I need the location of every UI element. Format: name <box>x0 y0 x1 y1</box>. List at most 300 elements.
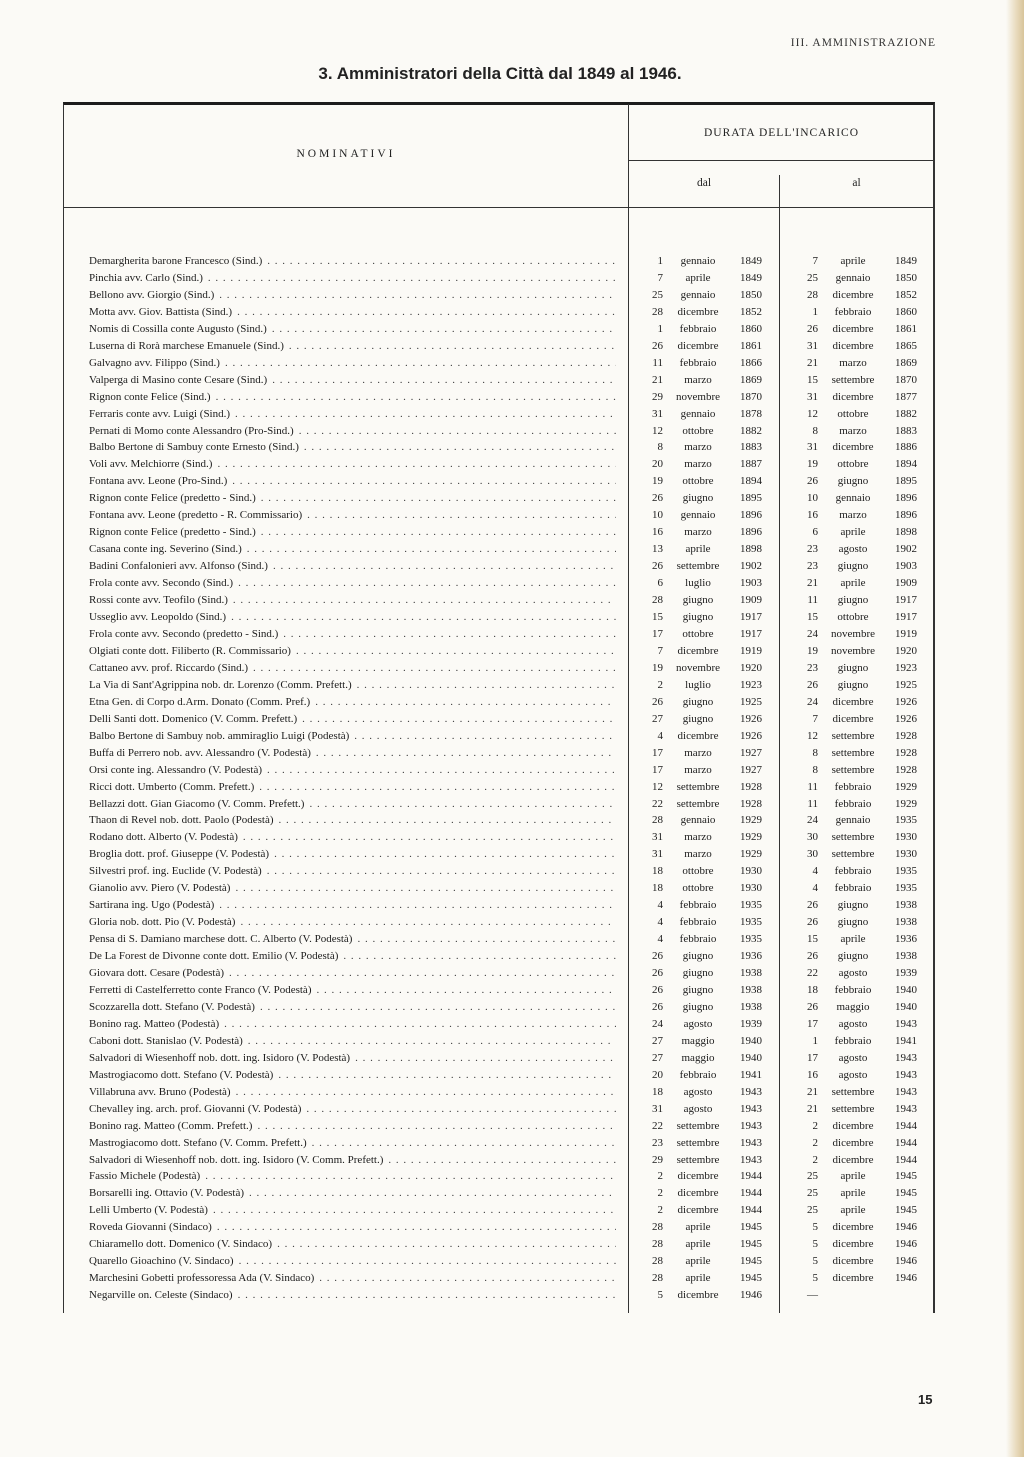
end-year: 1860 <box>895 305 917 318</box>
administrator-name: Gianolio avv. Piero (V. Podestà) . . . <box>89 880 616 897</box>
end-month: gennaio <box>835 492 871 505</box>
table-row <box>0 355 1024 372</box>
table-row <box>0 694 1024 711</box>
end-day: 7 <box>812 712 818 725</box>
table-row <box>0 423 1024 440</box>
end-day: 31 <box>807 390 818 403</box>
start-year: 1849 <box>740 271 762 284</box>
start-year: 1930 <box>740 865 762 878</box>
start-day: 18 <box>652 1085 663 1098</box>
header-al: al <box>852 177 861 189</box>
end-month: dicembre <box>832 1221 874 1234</box>
end-month: agosto <box>838 543 868 556</box>
start-month: dicembre <box>677 1289 719 1302</box>
end-year: 1935 <box>895 865 917 878</box>
start-day: 21 <box>652 373 663 386</box>
table-row <box>0 541 1024 558</box>
end-year: 1943 <box>895 1051 917 1064</box>
end-day: 15 <box>807 373 818 386</box>
start-year: 1939 <box>740 1017 762 1030</box>
end-month: dicembre <box>832 441 874 454</box>
start-year: 1909 <box>740 594 762 607</box>
end-month: dicembre <box>832 1136 874 1149</box>
start-month: febbraio <box>679 916 717 929</box>
start-month: giugno <box>682 611 714 624</box>
administrator-name: Buffa di Perrero nob. avv. Alessandro (V. Podestà) . . . <box>89 745 616 762</box>
table-row <box>0 914 1024 931</box>
start-day: 31 <box>652 831 663 844</box>
end-month: dicembre <box>832 1255 874 1268</box>
table-row <box>0 592 1024 609</box>
start-year: 1887 <box>740 458 762 471</box>
end-year: 1869 <box>895 356 917 369</box>
start-year: 1929 <box>740 814 762 827</box>
administrator-name: Lelli Umberto (V. Podestà) . . . <box>89 1202 616 1219</box>
administrator-name: Giovara dott. Cesare (Podestà) . . . <box>89 965 616 982</box>
end-day: — <box>807 1289 818 1302</box>
start-month: dicembre <box>677 1204 719 1217</box>
table-row <box>0 1050 1024 1067</box>
administrator-name: Badini Confalonieri avv. Alfonso (Sind.) . . . <box>89 558 616 575</box>
end-month: ottobre <box>837 458 869 471</box>
start-day: 26 <box>652 1000 663 1013</box>
end-month: dicembre <box>832 1119 874 1132</box>
end-day: 5 <box>812 1221 818 1234</box>
table-row <box>0 863 1024 880</box>
start-day: 20 <box>652 458 663 471</box>
end-month: febbraio <box>834 865 872 878</box>
start-day: 18 <box>652 865 663 878</box>
table-row <box>0 456 1024 473</box>
administrator-name: Pensa di S. Damiano marchese dott. C. Alberto (V. Podestà) . . . <box>89 931 616 948</box>
start-year: 1870 <box>740 390 762 403</box>
end-year: 1883 <box>895 424 917 437</box>
end-month: agosto <box>838 967 868 980</box>
end-day: 31 <box>807 339 818 352</box>
end-year: 1944 <box>895 1153 917 1166</box>
end-day: 15 <box>807 611 818 624</box>
end-month: dicembre <box>832 390 874 403</box>
table-row <box>0 1033 1024 1050</box>
end-day: 30 <box>807 831 818 844</box>
administrator-name: Borsarelli ing. Ottavio (V. Podestà) . . . <box>89 1185 616 1202</box>
start-year: 1926 <box>740 712 762 725</box>
end-day: 10 <box>807 492 818 505</box>
start-day: 17 <box>652 763 663 776</box>
start-day: 1 <box>657 255 663 267</box>
page-title: 3. Amministratori della Città dal 1849 al 1946. <box>318 64 682 83</box>
end-year: 1930 <box>895 831 917 844</box>
end-year: 1903 <box>895 560 917 573</box>
table-row <box>0 999 1024 1016</box>
end-year: 1945 <box>895 1170 917 1183</box>
administrator-name: Rignon conte Felice (Sind.) . . . <box>89 389 616 406</box>
administrator-name: De La Forest de Divonne conte dott. Emilio (V. Podestà) . . . <box>89 948 616 965</box>
start-year: 1866 <box>740 356 762 369</box>
table-row <box>0 1152 1024 1169</box>
administrator-name: Delli Santi dott. Domenico (V. Comm. Prefett.) . . . <box>89 711 616 728</box>
administrator-name: Salvadori di Wiesenhoff nob. dott. ing. Isidoro (V. Comm. Prefett.) . . . <box>89 1152 616 1169</box>
start-day: 28 <box>652 1255 663 1268</box>
administrator-name: Ferretti di Castelferretto conte Franco (V. Podestà) . . . <box>89 982 616 999</box>
end-year: 1941 <box>895 1034 917 1047</box>
administrator-name: Mastrogiacomo dott. Stefano (V. Comm. Prefett.) . . . <box>89 1135 616 1152</box>
table-row <box>0 287 1024 304</box>
start-month: settembre <box>676 1119 720 1132</box>
start-year: 1943 <box>740 1153 762 1166</box>
table-row <box>0 575 1024 592</box>
end-day: 11 <box>807 797 818 810</box>
start-year: 1943 <box>740 1102 762 1115</box>
end-day: 28 <box>807 288 818 301</box>
end-year: 1886 <box>895 441 917 454</box>
end-month: gennaio <box>835 271 871 284</box>
start-day: 29 <box>652 1153 663 1166</box>
start-month: aprile <box>685 1272 711 1285</box>
table-row <box>0 728 1024 745</box>
start-year: 1896 <box>740 509 762 522</box>
start-month: marzo <box>684 848 712 861</box>
start-day: 2 <box>657 1204 663 1217</box>
administrator-name: Mastrogiacomo dott. Stefano (V. Podestà) . . . <box>89 1067 616 1084</box>
table-row <box>0 1253 1024 1270</box>
start-day: 31 <box>652 1102 663 1115</box>
start-year: 1938 <box>740 983 762 996</box>
administrator-name: Rignon conte Felice (predetto - Sind.) . . . <box>89 490 616 507</box>
table-row <box>0 948 1024 965</box>
start-year: 1882 <box>740 424 762 437</box>
start-year: 1894 <box>740 475 762 488</box>
end-day: 8 <box>812 746 818 759</box>
end-month: febbraio <box>834 780 872 793</box>
end-year: 1946 <box>895 1255 917 1268</box>
end-month: febbraio <box>834 305 872 318</box>
end-month: aprile <box>840 255 866 267</box>
end-year: 1944 <box>895 1136 917 1149</box>
start-day: 13 <box>652 543 663 556</box>
end-day: 5 <box>812 1272 818 1285</box>
end-month: giugno <box>837 678 869 691</box>
table-row <box>0 812 1024 829</box>
end-day: 26 <box>807 678 818 691</box>
end-year: 1946 <box>895 1221 917 1234</box>
end-month: marzo <box>839 356 867 369</box>
end-month: gennaio <box>835 814 871 827</box>
durata-underline <box>629 160 934 161</box>
table-row <box>0 880 1024 897</box>
start-month: aprile <box>685 271 711 284</box>
start-day: 4 <box>657 899 663 912</box>
end-year: 1935 <box>895 882 917 895</box>
start-month: aprile <box>685 1255 711 1268</box>
end-month: giugno <box>837 899 869 912</box>
administrator-name: Balbo Bertone di Sambuy conte Ernesto (Sind.) . . . <box>89 439 616 456</box>
end-year: 1943 <box>895 1017 917 1030</box>
start-year: 1935 <box>740 916 762 929</box>
administrator-name: Chiaramello dott. Domenico (V. Sindaco) . . . <box>89 1236 616 1253</box>
table-row <box>0 1236 1024 1253</box>
start-day: 19 <box>652 475 663 488</box>
end-year: 1943 <box>895 1102 917 1115</box>
start-day: 4 <box>657 916 663 929</box>
administrator-name: Fontana avv. Leone (predetto - R. Commissario) . . . <box>89 507 616 524</box>
end-year: 1938 <box>895 916 917 929</box>
end-month: aprile <box>840 1170 866 1183</box>
start-month: luglio <box>685 577 711 590</box>
administrator-name: Bonino rag. Matteo (Comm. Prefett.) . . . <box>89 1118 616 1135</box>
table-row <box>0 1118 1024 1135</box>
table-row <box>0 846 1024 863</box>
end-month: settembre <box>831 763 875 776</box>
start-month: aprile <box>685 1238 711 1251</box>
administrator-name: Chevalley ing. arch. prof. Giovanni (V. Podestà) . . . <box>89 1101 616 1118</box>
end-day: 21 <box>807 1085 818 1098</box>
end-year: 1902 <box>895 543 917 556</box>
start-month: maggio <box>681 1034 715 1047</box>
start-day: 26 <box>652 695 663 708</box>
end-month: dicembre <box>832 322 874 335</box>
end-day: 26 <box>807 916 818 929</box>
end-year: 1943 <box>895 1085 917 1098</box>
table-row <box>0 660 1024 677</box>
header-dal: dal <box>696 177 712 189</box>
start-day: 26 <box>652 560 663 573</box>
start-month: agosto <box>683 1102 713 1115</box>
end-year: 1938 <box>895 950 917 963</box>
start-year: 1852 <box>740 305 762 318</box>
administrator-name: Villabruna avv. Bruno (Podestà) . . . <box>89 1084 616 1101</box>
administrator-name: Demargherita barone Francesco (Sind.) . . . <box>89 253 616 270</box>
end-year: 1882 <box>895 407 917 420</box>
end-year: 1946 <box>895 1238 917 1251</box>
start-month: giugno <box>682 492 714 505</box>
administrator-name: Fontana avv. Leone (Pro-Sind.) . . . <box>89 473 616 490</box>
table-row <box>0 406 1024 423</box>
end-year: 1877 <box>895 390 917 403</box>
start-month: luglio <box>685 678 711 691</box>
administrator-name: Pernati di Momo conte Alessandro (Pro-Sind.) . . . <box>89 423 616 440</box>
start-year: 1898 <box>740 543 762 556</box>
administrator-name: Rignon conte Felice (predetto - Sind.) . . . <box>89 524 616 541</box>
end-day: 26 <box>807 1000 818 1013</box>
administrator-name: Quarello Gioachino (V. Sindaco) . . . <box>89 1253 616 1270</box>
start-year: 1860 <box>740 322 762 335</box>
table-row <box>0 982 1024 999</box>
header-durata: DURATA DELL'INCARICO <box>704 127 859 139</box>
end-year: 1940 <box>895 1000 917 1013</box>
end-year: 1936 <box>895 933 917 946</box>
start-month: marzo <box>684 763 712 776</box>
start-day: 2 <box>657 1170 663 1183</box>
start-month: giugno <box>682 695 714 708</box>
end-year: 1895 <box>895 475 917 488</box>
end-month: settembre <box>831 831 875 844</box>
administrators-list <box>0 253 1024 1304</box>
start-day: 6 <box>657 577 663 590</box>
administrator-name: Galvagno avv. Filippo (Sind.) . . . <box>89 355 616 372</box>
start-month: novembre <box>676 661 720 674</box>
administrator-name: Bellono avv. Giorgio (Sind.) . . . <box>89 287 616 304</box>
end-month: ottobre <box>837 407 869 420</box>
administrator-name: La Via di Sant'Agrippina nob. dr. Lorenzo (Comm. Prefett.) . . . <box>89 677 616 694</box>
end-month: aprile <box>840 526 866 539</box>
end-year: 1849 <box>895 255 917 267</box>
end-year: 1850 <box>895 271 917 284</box>
start-day: 23 <box>652 1136 663 1149</box>
end-year: 1930 <box>895 848 917 861</box>
administrator-name: Olgiati conte dott. Filiberto (R. Commissario) . . . <box>89 643 616 660</box>
end-day: 4 <box>812 882 818 895</box>
end-month: aprile <box>840 933 866 946</box>
end-month: agosto <box>838 1017 868 1030</box>
start-month: agosto <box>683 1017 713 1030</box>
start-year: 1938 <box>740 967 762 980</box>
start-month: aprile <box>685 1221 711 1234</box>
start-month: novembre <box>676 390 720 403</box>
table-row <box>0 490 1024 507</box>
end-year: 1898 <box>895 526 917 539</box>
administrator-name: Caboni dott. Stanislao (V. Podestà) . . . <box>89 1033 616 1050</box>
administrator-name: Ferraris conte avv. Luigi (Sind.) . . . <box>89 406 616 423</box>
start-month: agosto <box>683 1085 713 1098</box>
start-day: 19 <box>652 661 663 674</box>
end-year: 1894 <box>895 458 917 471</box>
start-day: 28 <box>652 594 663 607</box>
administrator-name: Bellazzi dott. Gian Giacomo (V. Comm. Prefett.) . . . <box>89 796 616 813</box>
table-row <box>0 1219 1024 1236</box>
end-day: 24 <box>807 814 818 827</box>
end-month: ottobre <box>837 611 869 624</box>
start-month: febbraio <box>679 899 717 912</box>
table-row <box>0 321 1024 338</box>
start-year: 1920 <box>740 661 762 674</box>
start-day: 5 <box>657 1289 663 1302</box>
end-day: 21 <box>807 1102 818 1115</box>
start-year: 1878 <box>740 407 762 420</box>
end-year: 1920 <box>895 644 917 657</box>
end-month: agosto <box>838 1051 868 1064</box>
end-year: 1943 <box>895 1068 917 1081</box>
start-month: dicembre <box>677 1187 719 1200</box>
table-row <box>0 1084 1024 1101</box>
header-bottom-rule <box>63 207 935 208</box>
start-year: 1929 <box>740 848 762 861</box>
start-day: 26 <box>652 492 663 505</box>
end-day: 12 <box>807 729 818 742</box>
start-month: giugno <box>682 983 714 996</box>
start-day: 11 <box>652 356 663 369</box>
start-day: 12 <box>652 424 663 437</box>
start-day: 16 <box>652 526 663 539</box>
end-month: giugno <box>837 950 869 963</box>
start-day: 22 <box>652 797 663 810</box>
table-row <box>0 609 1024 626</box>
end-year: 1928 <box>895 763 917 776</box>
end-day: 24 <box>807 695 818 708</box>
start-year: 1928 <box>740 780 762 793</box>
end-month: agosto <box>838 1068 868 1081</box>
start-month: giugno <box>682 950 714 963</box>
start-day: 15 <box>652 611 663 624</box>
administrator-name: Voli avv. Melchiorre (Sind.) . . . <box>89 456 616 473</box>
start-month: aprile <box>685 543 711 556</box>
administrator-name: Etna Gen. di Corpo d.Arm. Donato (Comm. Pref.) . . . <box>89 694 616 711</box>
start-year: 1944 <box>740 1187 762 1200</box>
start-day: 28 <box>652 1272 663 1285</box>
table-row <box>0 558 1024 575</box>
administrator-name: Cattaneo avv. prof. Riccardo (Sind.) . . . <box>89 660 616 677</box>
start-year: 1917 <box>740 611 762 624</box>
end-day: 23 <box>807 543 818 556</box>
end-day: 26 <box>807 322 818 335</box>
end-day: 23 <box>807 661 818 674</box>
end-month: febbraio <box>834 882 872 895</box>
administrator-name: Silvestri prof. ing. Euclide (V. Podestà) . . . <box>89 863 616 880</box>
end-year: 1939 <box>895 967 917 980</box>
end-month: febbraio <box>834 1034 872 1047</box>
start-day: 8 <box>657 441 663 454</box>
start-year: 1944 <box>740 1170 762 1183</box>
end-day: 19 <box>807 458 818 471</box>
end-month: novembre <box>831 627 875 640</box>
end-year: 1923 <box>895 661 917 674</box>
start-year: 1943 <box>740 1119 762 1132</box>
start-month: settembre <box>676 780 720 793</box>
end-month: dicembre <box>832 712 874 725</box>
end-day: 2 <box>812 1136 818 1149</box>
administrator-name: Roveda Giovanni (Sindaco) . . . <box>89 1219 616 1236</box>
administrator-name: Thaon di Revel nob. dott. Paolo (Podestà) . . . <box>89 812 616 829</box>
end-month: febbraio <box>834 983 872 996</box>
administrator-name: Ricci dott. Umberto (Comm. Prefett.) . . . <box>89 779 616 796</box>
administrator-name: Frola conte avv. Secondo (predetto - Sind.) . . . <box>89 626 616 643</box>
table-row <box>0 1135 1024 1152</box>
end-day: 5 <box>812 1238 818 1251</box>
start-day: 31 <box>652 407 663 420</box>
start-month: dicembre <box>677 305 719 318</box>
end-month: dicembre <box>832 695 874 708</box>
end-day: 16 <box>807 509 818 522</box>
administrator-name: Rossi conte avv. Teofilo (Sind.) . . . <box>89 592 616 609</box>
end-day: 8 <box>812 763 818 776</box>
end-day: 24 <box>807 627 818 640</box>
end-month: dicembre <box>832 1238 874 1251</box>
table-row <box>0 304 1024 321</box>
table-row <box>0 1202 1024 1219</box>
administrator-name: Pinchia avv. Carlo (Sind.) . . . <box>89 270 616 287</box>
start-day: 10 <box>652 509 663 522</box>
table-row <box>0 439 1024 456</box>
table-row <box>0 931 1024 948</box>
start-year: 1923 <box>740 678 762 691</box>
end-year: 1896 <box>895 509 917 522</box>
start-day: 31 <box>652 848 663 861</box>
start-year: 1945 <box>740 1255 762 1268</box>
start-day: 20 <box>652 1068 663 1081</box>
table-row <box>0 253 1024 270</box>
start-year: 1861 <box>740 339 762 352</box>
table-row <box>0 1270 1024 1287</box>
administrator-name: Usseglio avv. Leopoldo (Sind.) . . . <box>89 609 616 626</box>
start-month: marzo <box>684 526 712 539</box>
end-day: 2 <box>812 1119 818 1132</box>
start-year: 1883 <box>740 441 762 454</box>
start-month: febbraio <box>679 933 717 946</box>
start-month: settembre <box>676 560 720 573</box>
start-year: 1936 <box>740 950 762 963</box>
start-year: 1917 <box>740 627 762 640</box>
end-year: 1925 <box>895 678 917 691</box>
